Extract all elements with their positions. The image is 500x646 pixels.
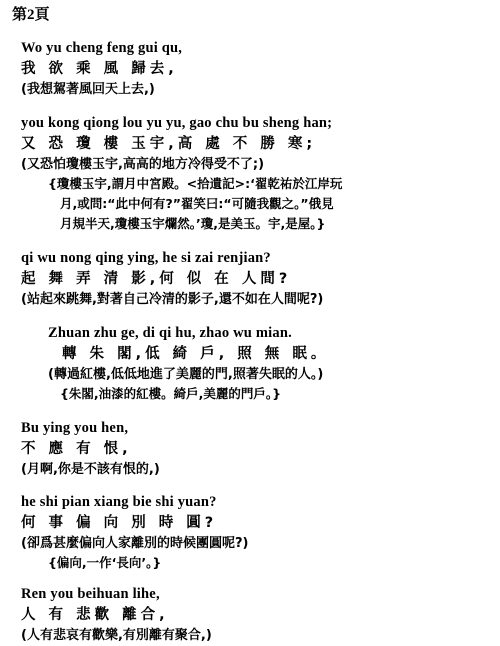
- stanza-3-pinyin: qi wu nong qing ying, he si zai renjian?: [21, 250, 271, 266]
- stanza-5-hanzi: 不 應 有 恨,: [21, 441, 132, 457]
- stanza-5-translation: (月啊,你是不該有恨的,): [21, 462, 160, 477]
- stanza-5-pinyin: Bu ying you hen,: [21, 420, 129, 436]
- stanza-6-note-line: {偏向,一作‘長向’。}: [48, 555, 162, 570]
- stanza-2-note-line: 月規半天,瓊樓玉宇爛然。’瓊,是美玉。宇,是屋。}: [60, 216, 326, 231]
- stanza-1-pinyin: Wo yu cheng feng gui qu,: [21, 40, 183, 56]
- stanza-1-translation: (我想駕著風回天上去,): [21, 82, 155, 97]
- stanza-4-hanzi: 轉 朱 閣,低 綺 戶, 照 無 眠。: [62, 346, 330, 362]
- stanza-2-translation: (又恐怕瓊樓玉宇,高高的地方冷得受不了;): [21, 157, 265, 172]
- stanza-7-translation: (人有悲哀有歡樂,有別離有聚合,): [21, 628, 212, 643]
- stanza-7-hanzi: 人 有 悲歡 離合,: [21, 607, 169, 623]
- stanza-3-translation: (站起來跳舞,對著自己冷清的影子,還不如在人間呢?): [21, 292, 324, 307]
- stanza-2-hanzi: 又 恐 瓊 樓 玉宇,高 處 不 勝 寒;: [21, 136, 317, 152]
- stanza-3-hanzi: 起 舞 弄 清 影,何 似 在 人間?: [21, 271, 292, 287]
- stanza-7-pinyin: Ren you beihuan lihe,: [21, 586, 160, 602]
- stanza-6-hanzi: 何 事 偏 向 別 時 圓?: [21, 515, 218, 531]
- stanza-4-translation: (轉過紅樓,低低地進了美麗的門,照著失眠的人。): [48, 367, 324, 382]
- stanza-4-note-line: {朱閣,油漆的紅樓。綺戶,美麗的門戶。}: [60, 386, 282, 401]
- stanza-2-note-line: {瓊樓玉宇,謂月中宮殿。<拾遺記>:‘翟乾祐於江岸玩: [48, 176, 343, 191]
- page-number: 第2頁: [12, 7, 50, 23]
- stanza-1-hanzi: 我 欲 乘 風 歸去,: [21, 61, 178, 77]
- stanza-2-note-line: 月,或問:“此中何有?”翟笑曰:“可隨我觀之。”俄見: [60, 196, 334, 211]
- stanza-4-pinyin: Zhuan zhu ge, di qi hu, zhao wu mian.: [48, 325, 292, 341]
- stanza-6-translation: (卻爲甚麼偏向人家離別的時候團圓呢?): [21, 536, 249, 551]
- stanza-2-pinyin: you kong qiong lou yu yu, gao chu bu sheng han;: [21, 115, 333, 131]
- stanza-6-pinyin: he shi pian xiang bie shi yuan?: [21, 494, 217, 510]
